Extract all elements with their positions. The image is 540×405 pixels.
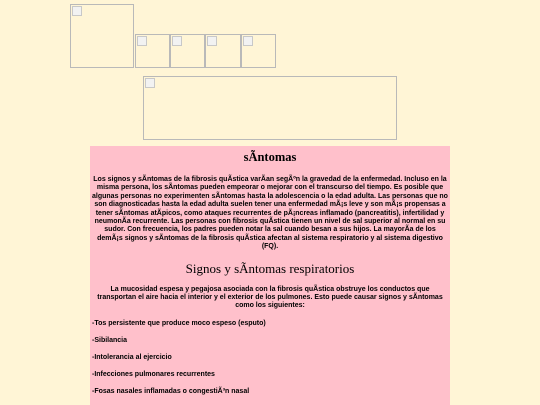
thumbnail-image-1[interactable]: [135, 34, 170, 68]
thumbnail-image-3[interactable]: [205, 34, 241, 68]
main-image-placeholder: [70, 4, 134, 68]
banner-image-placeholder: [143, 76, 397, 140]
respiratory-paragraph: La mucosidad espesa y pegajosa asociada con la fibrosis quÃstica obstruye los conductos que transportan el aire hacia el interior y el exterior de los pulmones. Esto puede causar signos y sÃntomas como los siguientes:: [97, 285, 443, 310]
section-title-respiratory: Signos y sÃntomas respiratorios: [185, 260, 355, 276]
list-item: -Infecciones pulmonares recurrentes: [92, 370, 215, 378]
section-title-symptoms: sÃntomas: [243, 150, 297, 164]
list-item: -Intolerancia al ejercicio: [92, 353, 172, 361]
list-item: -Sibilancia: [92, 336, 128, 344]
thumbnail-image-4[interactable]: [241, 34, 276, 68]
thumbnail-image-2[interactable]: [170, 34, 205, 68]
symptoms-paragraph: Los signos y sÃntomas de la fibrosis quÃstica varÃan segÃºn la gravedad de la enfermedad. Incluso en la misma persona, los sÃntomas pueden empeorar o mejorar con el transcurso del tiempo. Es posible que algunas personas no experimenten sÃntomas hasta la adolescencia o la edad adulta. Las personas que no son diagnosticadas hasta la edad adulta suelen tener una enfermedad mÃ¡s leve y son mÃ¡s propensas a tener sÃntomas atÃpicos, como ataques recurrentes de pÃ¡ncreas inflamado (pancreatitis), infertilidad y neumonÃa recurrente. Las personas con fibrosis quÃstica tienen un nivel de sal superior al normal en su sudor. Con frecuencia, los padres pueden notar la sal cuando besan a sus hijos. La mayorÃa de los demÃ¡s signos y sÃntomas de la fibrosis quÃstica afectan al sistema respiratorio y al sistema digestivo (FQ).: [92, 176, 448, 251]
list-item: -Tos persistente que produce moco espeso (esputo): [92, 319, 266, 327]
list-item: -Fosas nasales inflamadas o congestiÃ³n nasal: [92, 387, 250, 395]
respiratory-symptom-list: [92, 320, 448, 396]
content-panel: [90, 146, 450, 405]
